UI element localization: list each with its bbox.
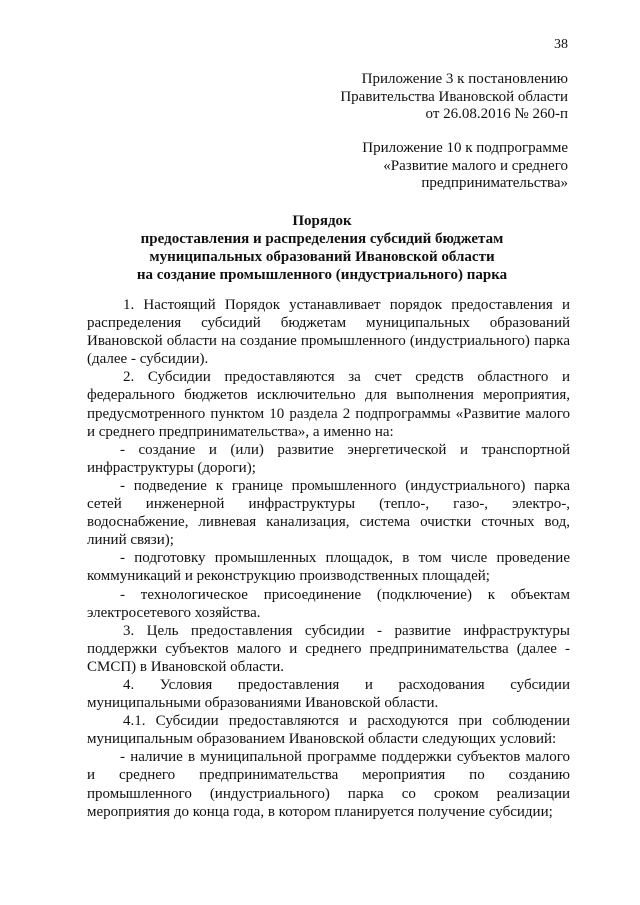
appendix-10-line: предпринимательства»	[421, 175, 568, 191]
paragraph-3: 3. Цель предоставления субсидии - развитие инфраструктуры поддержки субъектов малого и среднего предпринимательства (далее - СМСП) в Ивановской области.	[87, 622, 570, 675]
appendix-10-line: «Развитие малого и среднего	[383, 157, 568, 174]
appendix-3-line: Правительства Ивановской области	[340, 88, 568, 105]
list-item: - наличие в муниципальной программе поддержки субъектов малого и среднего предпринимательства мероприятия по созданию промышленного (индустриального) парка со сроком реализации мероприятия до конца года, в котором планируется получение субсидии;	[87, 749, 570, 820]
page-number: 38	[554, 37, 568, 52]
paragraph-1: 1. Настоящий Порядок устанавливает порядок предоставления и распределения субсидий бюджетам муниципальных образований Ивановской области на создание промышленного (индустриального) парка (далее - субсидии).	[87, 297, 570, 368]
title-line: муниципальных образований Ивановской области	[149, 249, 495, 265]
appendix-10-line: Приложение 10 к подпрограмме	[362, 140, 568, 156]
title-line: Порядок	[292, 213, 352, 229]
list-item: - технологическое присоединение (подключение) к объектам электросетевого хозяйства.	[87, 586, 570, 621]
appendix-3-line: Приложение 3 к постановлению	[361, 71, 568, 87]
paragraph-4-1: 4.1. Субсидии предоставляются и расходуются при соблюдении муниципальным образованием Ивановской области следующих условий:	[87, 713, 570, 748]
appendix-3-header	[340, 71, 568, 124]
title-line: на создание промышленного (индустриального) парка	[136, 267, 508, 283]
appendix-10-header	[362, 140, 568, 193]
document-body	[87, 296, 570, 821]
list-item: - подведение к границе промышленного (индустриального) парка сетей инженерной инфраструктуры (тепло-, газо-, электро-, водоснабжение, ливневая канализация, система очистки сточных вод, линий связи);	[87, 477, 570, 549]
title-line: предоставления и распределения субсидий бюджетам	[140, 231, 504, 247]
paragraph-4: 4. Условия предоставления и расходования субсидии муниципальными образованиями Ивановской области.	[87, 676, 570, 712]
list-item: - создание и (или) развитие энергетической и транспортной инфраструктуры (дороги);	[87, 441, 570, 476]
list-item: - подготовку промышленных площадок, в том числе проведение коммуникаций и реконструкцию производственных площадей;	[87, 550, 570, 585]
paragraph-2: 2. Субсидии предоставляются за счет средств областного и федерального бюджетов исключительно для выполнения мероприятия, предусмотренного пунктом 10 раздела 2 подпрограммы «Развитие малого и среднего предпринимательства», а именно на:	[87, 369, 570, 440]
document-title	[72, 212, 572, 284]
appendix-3-line: от 26.08.2016 № 260-п	[425, 106, 568, 122]
